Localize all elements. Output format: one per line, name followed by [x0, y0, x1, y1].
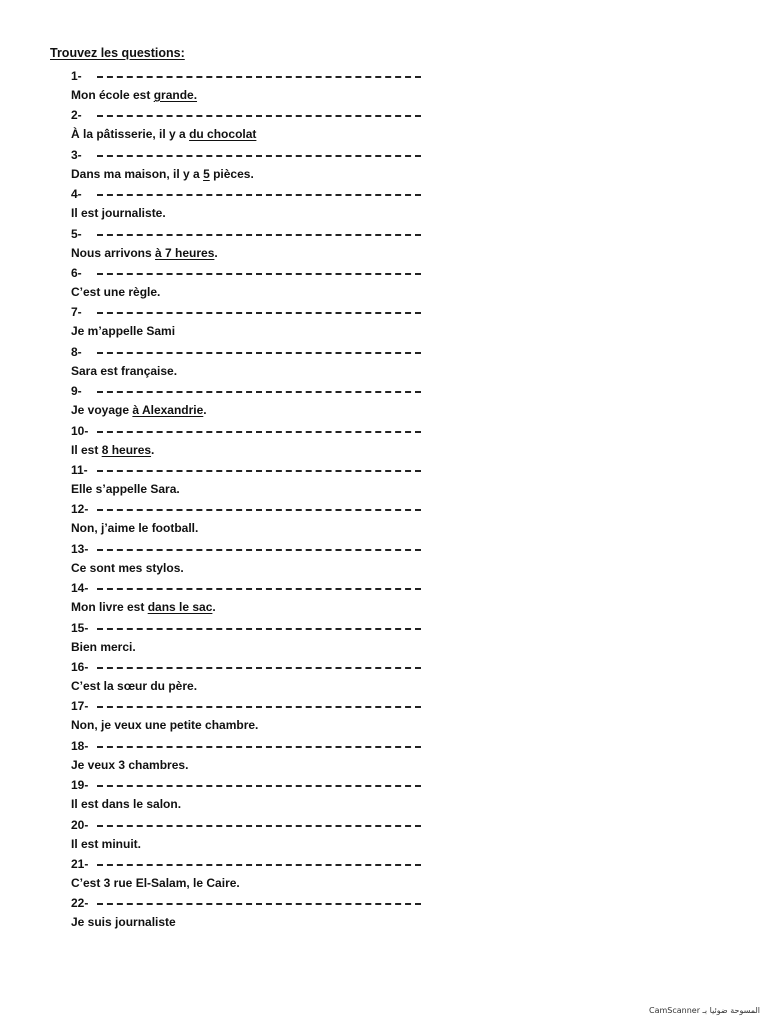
answer-text: Il est minuit.: [71, 836, 142, 851]
question-item: [71, 224, 431, 263]
answer-text: Elle s’appelle Sara.: [71, 482, 180, 496]
answer-text: pièces.: [209, 166, 254, 181]
question-item: [71, 696, 431, 735]
answer-text: Je m’appelle Sami: [71, 324, 176, 339]
given-answer: [71, 519, 431, 538]
question-number: 22-: [71, 896, 89, 911]
question-item: [71, 105, 431, 144]
answer-text: Il est dans le salon.: [71, 797, 182, 812]
question-number: 19-: [71, 778, 89, 793]
question-blank-line: [71, 618, 431, 638]
question-blank-line: [71, 539, 431, 559]
question-item: [71, 657, 431, 696]
question-number: 3-: [71, 147, 82, 162]
given-answer: [71, 125, 431, 144]
answer-text: Mon école est: [71, 88, 154, 102]
answer-text: .: [151, 442, 155, 457]
answer-blank[interactable]: [97, 186, 421, 196]
question-item: [71, 893, 431, 932]
question-item: [71, 736, 431, 775]
question-blank-line: [71, 145, 431, 165]
answer-blank[interactable]: [97, 423, 421, 433]
answer-text: Non, je veux une petite chambre.: [71, 718, 259, 733]
question-blank-line: [71, 578, 431, 598]
given-answer: [71, 874, 431, 893]
given-answer: [71, 401, 431, 420]
answer-blank[interactable]: [97, 107, 421, 117]
question-item: [71, 460, 431, 499]
question-number: 11-: [71, 463, 88, 477]
question-number: 4-: [71, 187, 82, 202]
underlined-answer-part: à 7 heures: [155, 245, 215, 260]
question-number: 9-: [71, 384, 82, 399]
answer-blank[interactable]: [97, 147, 421, 157]
given-answer: [71, 598, 431, 617]
question-item: [71, 66, 431, 105]
given-answer: [71, 322, 431, 341]
answer-blank[interactable]: [97, 659, 421, 669]
given-answer: [71, 86, 431, 105]
underlined-answer-part: dans le sac: [147, 600, 213, 615]
question-item: [71, 854, 431, 893]
question-number: 5-: [71, 226, 82, 241]
question-number: 2-: [71, 108, 82, 123]
question-blank-line: [71, 460, 431, 480]
answer-blank[interactable]: [97, 817, 421, 827]
answer-text: Nous arrivons: [71, 245, 156, 260]
answer-text: Je voyage: [71, 403, 133, 418]
question-blank-line: [71, 66, 431, 86]
question-item: [71, 618, 431, 657]
question-blank-line: [71, 184, 431, 204]
underlined-answer-part: 8 heures: [101, 442, 152, 457]
question-item: [71, 302, 431, 341]
answer-text: Je veux 3 chambres.: [71, 757, 189, 772]
answer-blank[interactable]: [97, 265, 421, 275]
question-blank-line: [71, 815, 431, 835]
question-blank-line: [71, 499, 431, 519]
question-blank-line: [71, 657, 431, 677]
given-answer: [71, 835, 431, 854]
question-blank-line: [71, 105, 431, 125]
question-number: 10-: [71, 423, 89, 438]
answer-blank[interactable]: [97, 777, 421, 787]
question-number: 13-: [71, 541, 89, 556]
answer-text: Sara est française.: [71, 363, 178, 378]
answer-text: .: [203, 403, 207, 418]
question-item: [71, 342, 431, 381]
underlined-answer-part: 5: [203, 166, 210, 181]
underlined-answer-part: du chocolat: [189, 127, 257, 142]
given-answer: [71, 204, 431, 223]
question-item: [71, 421, 431, 460]
question-blank-line: [71, 421, 431, 441]
answer-blank[interactable]: [97, 620, 421, 630]
answer-text: Dans ma maison, il y a: [71, 166, 204, 181]
question-number: 7-: [71, 305, 82, 320]
question-number: 16-: [71, 660, 89, 674]
answer-text: Bien merci.: [71, 639, 136, 654]
given-answer: [71, 677, 431, 696]
answer-text: .: [212, 600, 216, 615]
question-blank-line: [71, 381, 431, 401]
question-number: 1-: [71, 69, 82, 83]
answer-blank[interactable]: [97, 383, 421, 393]
question-item: [71, 263, 431, 302]
answer-blank[interactable]: [97, 344, 421, 354]
answer-blank[interactable]: [97, 580, 421, 590]
given-answer: [71, 244, 431, 263]
question-blank-line: [71, 696, 431, 716]
given-answer: [71, 441, 431, 460]
given-answer: [71, 756, 431, 775]
underlined-answer-part: à Alexandrie: [132, 403, 204, 418]
scanner-watermark: CamScanner المسوحة ضوئيا بـ: [648, 1006, 760, 1015]
question-number: 14-: [71, 581, 89, 596]
answer-text: Il est journaliste.: [71, 206, 166, 221]
given-answer: [71, 638, 431, 657]
answer-blank[interactable]: [97, 462, 421, 472]
question-item: [71, 539, 431, 578]
answer-text: À la pâtisserie, il y a: [71, 127, 190, 142]
answer-blank[interactable]: [97, 304, 421, 314]
question-blank-line: [71, 224, 431, 244]
answer-blank[interactable]: [97, 226, 421, 236]
question-number: 15-: [71, 620, 89, 635]
answer-text: C’est la sœur du père.: [71, 679, 198, 693]
given-answer: [71, 165, 431, 184]
given-answer: [71, 559, 431, 578]
question-item: [71, 145, 431, 184]
given-answer: [71, 362, 431, 381]
given-answer: [71, 913, 431, 932]
question-blank-line: [71, 893, 431, 913]
question-blank-line: [71, 775, 431, 795]
question-number: 17-: [71, 699, 89, 714]
answer-text: Il est: [71, 442, 102, 457]
answer-text: C’est une règle.: [71, 285, 161, 299]
given-answer: [71, 480, 431, 499]
question-number: 6-: [71, 266, 82, 280]
question-blank-line: [71, 302, 431, 322]
question-item: [71, 184, 431, 223]
answer-text: Je suis journaliste: [71, 915, 176, 930]
answer-blank[interactable]: [97, 68, 421, 78]
underlined-answer-part: grande.: [153, 88, 198, 102]
given-answer: [71, 795, 431, 814]
question-blank-line: [71, 736, 431, 756]
question-number: 12-: [71, 502, 89, 517]
answer-blank[interactable]: [97, 541, 421, 551]
question-blank-line: [71, 854, 431, 874]
answer-blank[interactable]: [97, 895, 421, 905]
given-answer: [71, 716, 431, 735]
answer-text: Ce sont mes stylos.: [71, 560, 184, 575]
answer-blank[interactable]: [97, 501, 421, 511]
answer-blank[interactable]: [97, 738, 421, 748]
worksheet-title: Trouvez les questions:: [50, 46, 185, 60]
question-item: [71, 499, 431, 538]
question-item: [71, 815, 431, 854]
answer-blank[interactable]: [97, 856, 421, 866]
question-blank-line: [71, 263, 431, 283]
answer-text: .: [214, 245, 218, 260]
answer-text: C’est 3 rue El-Salam, le Caire.: [71, 876, 240, 890]
question-number: 21-: [71, 857, 89, 871]
question-item: [71, 578, 431, 617]
answer-text: Mon livre est: [71, 600, 148, 615]
question-item: [71, 775, 431, 814]
question-item: [71, 381, 431, 420]
question-number: 18-: [71, 738, 89, 753]
answer-blank[interactable]: [97, 698, 421, 708]
question-number: 8-: [71, 344, 82, 359]
question-blank-line: [71, 342, 431, 362]
answer-text: Non, j’aime le football.: [71, 521, 199, 536]
given-answer: [71, 283, 431, 302]
question-number: 20-: [71, 817, 89, 832]
